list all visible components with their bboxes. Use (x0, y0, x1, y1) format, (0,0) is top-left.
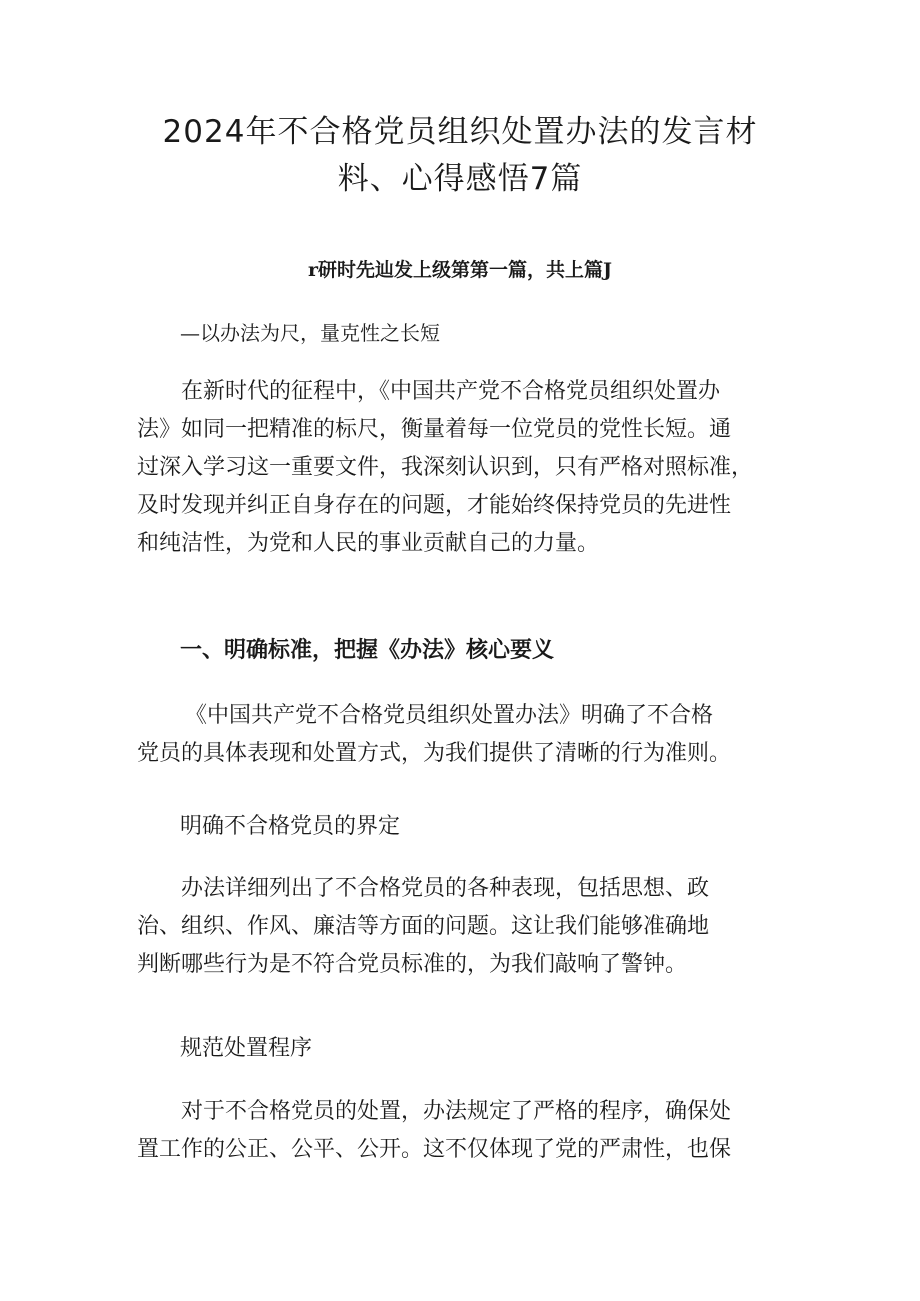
paragraph-line: 置工作的公正、公平、公开。这不仅体现了党的严肃性，也保 (137, 1137, 732, 1162)
paragraph-line: 判断哪些行为是不符合党员标准的，为我们敲响了警钟。 (137, 952, 688, 977)
paragraph-line: 在新时代的征程中，《中国共产党不合格党员组织处置办 (181, 379, 721, 404)
paragraph-line: 《中国共产党不合格党员组织处置办法》明确了不合格 (185, 703, 714, 728)
paragraph-line: 和纯洁性，为党和人民的事业贡献自己的力量。 (137, 531, 600, 556)
subheading-definition: 明确不合格党员的界定 (180, 814, 401, 839)
paragraph-line: 对于不合格党员的处置，办法规定了严格的程序，确保处 (181, 1099, 732, 1124)
paragraph-line: 治、组织、作风、廉洁等方面的问题。这让我们能够准确地 (137, 914, 710, 939)
part-label: r研时先辿发上级第第一篇，共上篇J (307, 259, 612, 281)
document-subtitle: —以办法为尺，量克性之长短 (180, 321, 440, 345)
paragraph-procedure (137, 1093, 797, 1169)
paragraph-line: 及时发现并纠正自身存在的问题，才能始终保持党员的先进性 (137, 493, 732, 518)
paragraph-line: 党员的具体表现和处置方式，为我们提供了清晰的行为准则。 (137, 741, 732, 766)
paragraph-definition (137, 870, 797, 984)
paragraph-line: 办法详细列出了不合格党员的各种表现，包括思想、政 (181, 876, 710, 901)
paragraph-line: 法》如同一把精准的标尺，衡量着每一位党员的党性长短。通 (137, 417, 732, 442)
document-title-line-1: 2024年不合格党员组织处置办法的发言材 (162, 114, 758, 150)
paragraph-section-1 (137, 697, 797, 773)
paragraph-intro (137, 373, 797, 563)
subheading-procedure: 规范处置程序 (180, 1036, 313, 1061)
document-title-line-2: 料、心得感悟7篇 (337, 161, 583, 197)
section-heading-1: 一、明确标准，把握《办法》核心要义 (180, 638, 555, 663)
paragraph-line: 过深入学习这一重要文件，我深刻认识到，只有严格对照标准， (137, 455, 754, 480)
